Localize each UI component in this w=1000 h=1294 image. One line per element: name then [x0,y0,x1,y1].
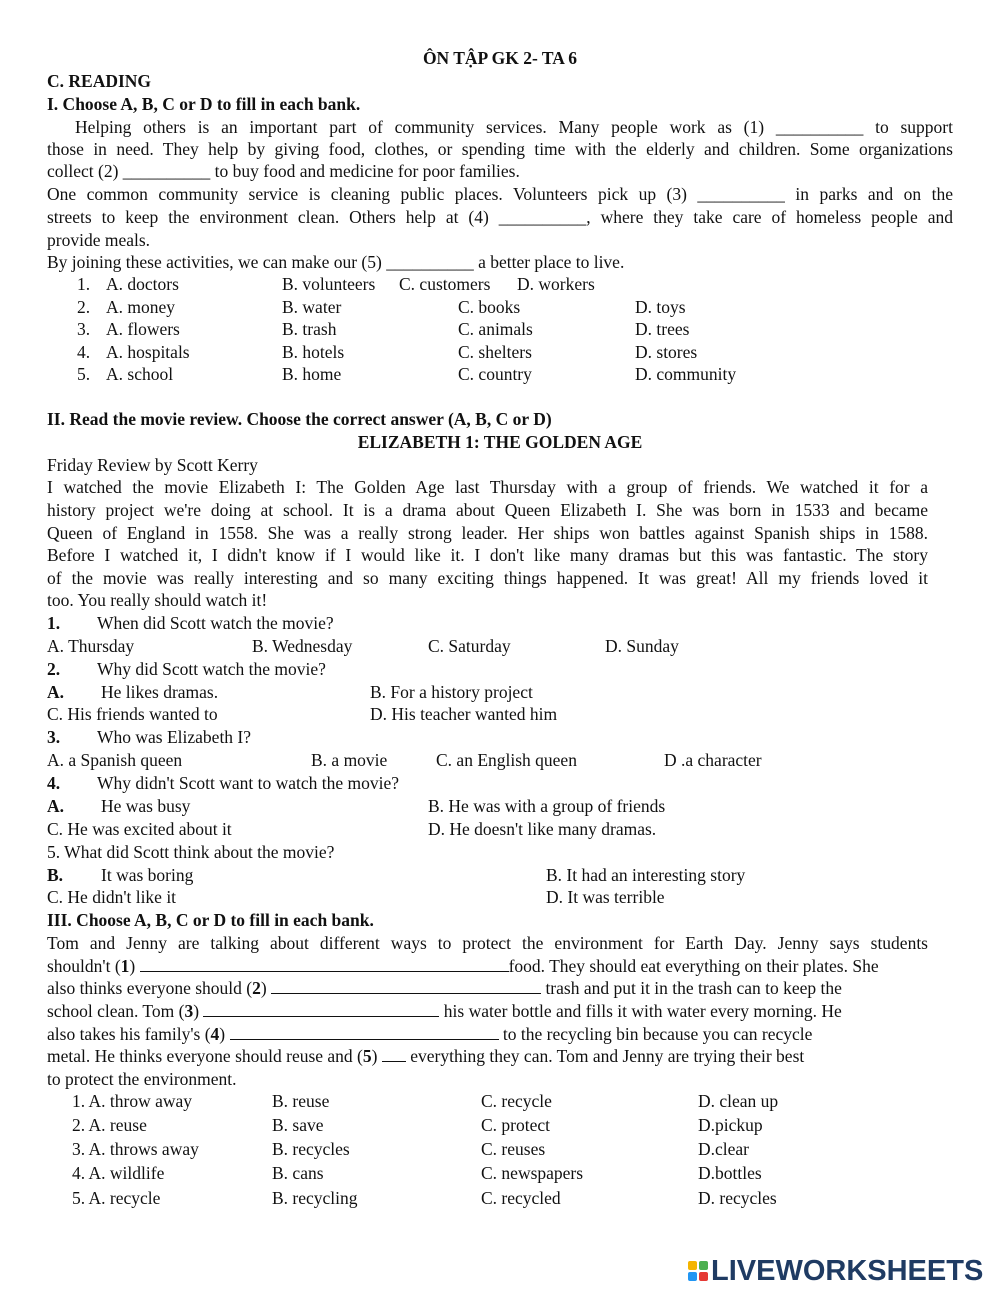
question-number: 3. [77,319,91,339]
question-text: Why did Scott watch the movie? [97,659,326,679]
question-number: 2. [77,297,91,317]
option-d[interactable]: D .a character [664,750,762,770]
part1-passage-line: Helping others is an important part of community services. Many people work as (1) __________ to support [75,117,953,137]
part3-passage-line: also thinks everyone should (2) trash and put it in the trash can to keep the [47,978,842,998]
review-line: of the movie was really interesting and so many exciting things happened. It was great! All my friends loved it [47,568,928,588]
question-text: When did Scott watch the movie? [97,613,334,633]
review-line: Queen of England in 1558. She was a really strong leader. Her ships won battles against Spanish ships in 1588. [47,523,928,543]
option-a[interactable]: 1. A. throw away [72,1091,193,1111]
part1-passage-line: collect (2) __________ to buy food and medicine for poor families. [47,161,520,181]
option-b[interactable]: B. It had an interesting story [546,865,746,885]
logo-grid-icon [688,1261,708,1281]
option-b[interactable]: B. For a history project [370,682,533,702]
option-d[interactable]: D. clean up [698,1091,779,1111]
option-a[interactable]: 4. A. wildlife [72,1163,165,1183]
question-text: Why didn't Scott want to watch the movie? [97,773,400,793]
option-b[interactable]: B. home [282,364,342,384]
option-b[interactable]: B. save [272,1115,324,1135]
part1-passage-line: One common community service is cleaning public places. Volunteers pick up (3) __________ in parks and on the [47,184,953,204]
option-a[interactable]: A. school [106,364,174,384]
option-a[interactable]: A. hospitals [106,342,190,362]
option-b[interactable]: B. reuse [272,1091,330,1111]
logo-square-icon [699,1261,708,1270]
part2-heading: II. Read the movie review. Choose the correct answer (A, B, C or D) [47,409,552,429]
part1-passage-line: provide meals. [47,230,151,250]
option-a[interactable]: 2. A. reuse [72,1115,147,1135]
option-d[interactable]: D.pickup [698,1115,763,1135]
option-d[interactable]: D. He doesn't like many dramas. [428,819,657,839]
review-line: I watched the movie Elizabeth I: The Golden Age last Thursday with a group of friends. We watched it for a [47,477,928,497]
part3-heading: III. Choose A, B, C or D to fill in each bank. [47,910,374,930]
option-c[interactable]: C. Saturday [428,636,511,656]
option-d[interactable]: D. trees [635,319,690,339]
option-b[interactable]: B. recycles [272,1139,350,1159]
option-d[interactable]: D. community [635,364,737,384]
option-c[interactable]: C. animals [458,319,533,339]
option-a[interactable]: 3. A. throws away [72,1139,199,1159]
question-number: 1. [77,274,91,294]
review-line: too. You really should watch it! [47,590,268,610]
page-title: ÔN TẬP GK 2- TA 6 [422,48,578,68]
option-c[interactable]: C. His friends wanted to [47,704,218,724]
option-d[interactable]: D. toys [635,297,686,317]
option-a[interactable]: A. money [106,297,176,317]
part1-heading: I. Choose A, B, C or D to fill in each bank. [47,94,361,114]
option-a[interactable]: It was boring [101,865,194,885]
option-c[interactable]: C. an English queen [436,750,577,770]
question-number: 5. [77,364,91,384]
review-line: Before I watched it, I didn't know if I would like it. I don't like many dramas but this was fantastic. The story [47,545,928,565]
option-c[interactable]: C. He was excited about it [47,819,232,839]
blank-5-input[interactable] [382,1046,406,1062]
question-number: 2. [47,659,61,679]
part1-passage-line: those in need. They help by giving food, clothes, or spending time with the elderly and children. Some organizations [47,139,953,159]
option-a[interactable]: A. flowers [106,319,180,339]
part1-passage-line: By joining these activities, we can make our (5) __________ a better place to live. [47,252,625,272]
option-c[interactable]: C. newspapers [481,1163,584,1183]
section-title: C. READING [47,71,152,91]
option-a-letter: A. [47,796,65,816]
option-d[interactable]: D.clear [698,1139,750,1159]
question-number: 4. [47,773,61,793]
logo-square-icon [688,1261,697,1270]
blank-4-input[interactable] [230,1024,499,1040]
option-a[interactable]: A. a Spanish queen [47,750,183,770]
option-c[interactable]: C. country [458,364,532,384]
part1-passage-line: streets to keep the environment clean. Others help at (4) __________, where they take care of homeless people and [47,207,953,227]
option-d[interactable]: D. workers [517,274,595,294]
option-d[interactable]: D. Sunday [605,636,679,656]
option-a[interactable]: A. doctors [106,274,179,294]
logo-square-icon [688,1272,697,1281]
question-number: 1. [47,613,61,633]
option-d[interactable]: D. stores [635,342,698,362]
option-a-letter: A. [47,682,65,702]
option-a-letter: B. [47,865,64,885]
option-c[interactable]: C. He didn't like it [47,887,177,907]
option-b[interactable]: B. recycling [272,1188,358,1208]
liveworksheets-logo [688,1254,983,1288]
option-c[interactable]: C. recycle [481,1091,552,1111]
option-d[interactable]: D. His teacher wanted him [370,704,558,724]
logo-text: LIVEWORKSHEETS [711,1254,984,1287]
option-d[interactable]: D.bottles [698,1163,762,1183]
option-a[interactable]: He likes dramas. [101,682,219,702]
part3-passage-line: also takes his family's (4) to the recycling bin because you can recycle [47,1024,813,1044]
part3-passage-line: shouldn't (1) food. They should eat everything on their plates. She [47,956,879,976]
option-c[interactable]: C. books [458,297,521,317]
part3-passage-line: to protect the environment. [47,1069,237,1089]
part3-passage-line: metal. He thinks everyone should reuse and (5) everything they can. Tom and Jenny are trying their best [47,1046,805,1066]
option-d[interactable]: D. It was terrible [546,887,665,907]
blank-1-input[interactable] [140,956,509,972]
option-a[interactable]: A. Thursday [47,636,135,656]
question-number: 3. [47,727,61,747]
option-b[interactable]: B. a movie [311,750,388,770]
question-text: Who was Elizabeth I? [97,727,252,747]
option-a[interactable]: He was busy [101,796,191,816]
option-a[interactable]: 5. A. recycle [72,1188,161,1208]
option-b[interactable]: B. volunteers [282,274,376,294]
review-byline: Friday Review by Scott Kerry [47,455,258,475]
option-c[interactable]: C. reuses [481,1139,546,1159]
question-number: 4. [77,342,91,362]
option-d[interactable]: D. recycles [698,1188,777,1208]
movie-title: ELIZABETH 1: THE GOLDEN AGE [357,432,643,452]
option-c[interactable]: C. recycled [481,1188,561,1208]
option-b[interactable]: B. He was with a group of friends [428,796,666,816]
option-b[interactable]: B. hotels [282,342,345,362]
option-c[interactable]: C. customers [399,274,491,294]
option-b[interactable]: B. Wednesday [252,636,353,656]
part3-passage-line: school clean. Tom (3) his water bottle and fills it with water every morning. He [47,1001,842,1021]
question-text: 5. What did Scott think about the movie? [47,842,335,862]
blank-2-input[interactable] [271,978,541,994]
option-b[interactable]: B. cans [272,1163,324,1183]
option-b[interactable]: B. water [282,297,342,317]
blank-3-input[interactable] [203,1001,439,1017]
option-c[interactable]: C. shelters [458,342,532,362]
option-b[interactable]: B. trash [282,319,337,339]
review-line: history project we're doing at school. It is a drama about Queen Elizabeth I. She was born in 1533 and became [47,500,928,520]
option-c[interactable]: C. protect [481,1115,551,1135]
part3-passage-line: Tom and Jenny are talking about different ways to protect the environment for Earth Day. Jenny says students [47,933,928,953]
logo-square-icon [699,1272,708,1281]
